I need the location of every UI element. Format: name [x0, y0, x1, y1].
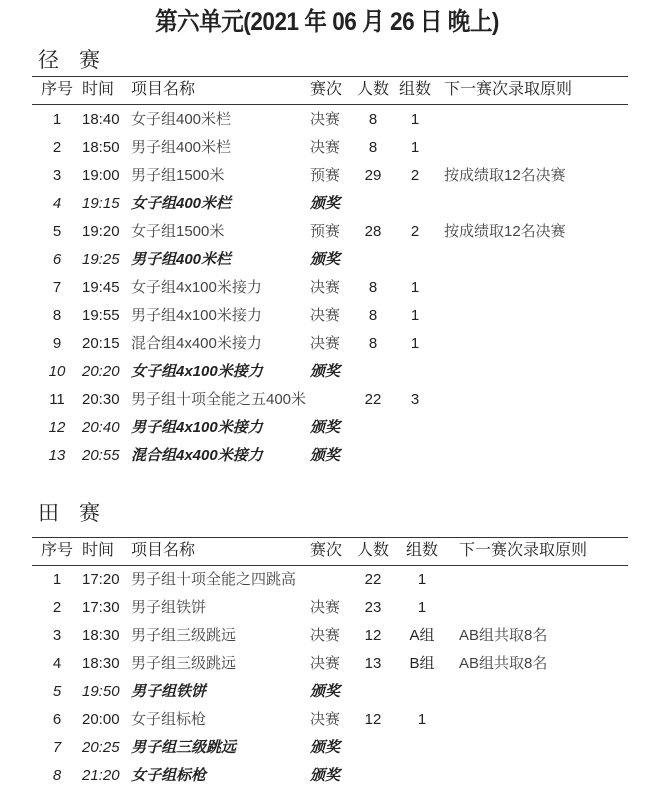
time-cell: 18:40 — [82, 111, 120, 128]
round-cell: 颁奖 — [310, 251, 341, 268]
table-row — [0, 134, 654, 162]
seq-cell: 3 — [52, 167, 62, 184]
table-row — [0, 678, 654, 706]
time-cell: 19:15 — [82, 195, 120, 212]
event-name-cell: 女子组标枪 — [131, 767, 207, 784]
group-count-cell: 1 — [410, 139, 420, 156]
round-cell: 决赛 — [310, 307, 341, 324]
round-cell: 决赛 — [310, 111, 341, 128]
time-cell: 20:20 — [82, 363, 120, 380]
group-count-cell: 1 — [417, 571, 427, 588]
round-cell: 预赛 — [310, 223, 341, 240]
table-row — [0, 762, 654, 790]
time-cell: 18:30 — [82, 655, 120, 672]
table-row — [0, 734, 654, 762]
column-header-seq: 序号 — [40, 81, 73, 98]
round-cell: 颁奖 — [310, 447, 341, 464]
round-cell: 颁奖 — [310, 683, 341, 700]
column-header-people-count: 人数 — [356, 542, 389, 559]
group-count-cell: 1 — [410, 335, 420, 352]
column-header-event-name: 项目名称 — [131, 542, 196, 559]
event-name-cell: 男子组400米栏 — [131, 139, 232, 156]
table-row — [0, 302, 654, 330]
time-cell: 19:00 — [82, 167, 120, 184]
column-header-time: 时间 — [82, 81, 115, 98]
column-header-time: 时间 — [82, 542, 115, 559]
seq-cell: 6 — [52, 711, 62, 728]
table-row — [0, 414, 654, 442]
table-row — [0, 274, 654, 302]
event-name-cell: 男子组三级跳远 — [131, 739, 237, 756]
round-cell: 决赛 — [310, 335, 341, 352]
time-cell: 20:00 — [82, 711, 120, 728]
event-name-cell: 混合组4x400米接力 — [131, 335, 262, 352]
event-name-cell: 男子组1500米 — [131, 167, 225, 184]
seq-cell: 9 — [52, 335, 62, 352]
table-row — [0, 246, 654, 274]
divider — [32, 104, 628, 105]
time-cell: 19:20 — [82, 223, 120, 240]
event-name-cell: 女子组1500米 — [131, 223, 225, 240]
event-name-cell: 女子组4x100米接力 — [131, 363, 263, 380]
people-count-cell: 22 — [364, 391, 382, 408]
time-cell: 17:30 — [82, 599, 120, 616]
column-header-people-count: 人数 — [356, 81, 389, 98]
time-cell: 20:15 — [82, 335, 120, 352]
people-count-cell: 22 — [364, 571, 382, 588]
round-cell: 预赛 — [310, 167, 341, 184]
time-cell: 20:40 — [82, 419, 120, 436]
time-cell: 19:55 — [82, 307, 120, 324]
table-row — [0, 358, 654, 386]
event-name-cell: 男子组十项全能之四跳高 — [131, 571, 297, 588]
time-cell: 20:30 — [82, 391, 120, 408]
event-name-cell: 男子组铁饼 — [131, 683, 207, 700]
column-header-event-name: 项目名称 — [131, 81, 196, 98]
seq-cell: 1 — [52, 111, 62, 128]
time-cell: 21:20 — [82, 767, 120, 784]
table-header — [0, 76, 654, 104]
people-count-cell: 8 — [368, 307, 378, 324]
time-cell: 20:25 — [82, 739, 120, 756]
round-cell: 决赛 — [310, 279, 341, 296]
round-cell: 决赛 — [310, 627, 341, 644]
time-cell: 20:55 — [82, 447, 120, 464]
table-row — [0, 190, 654, 218]
group-count-cell: B组 — [409, 655, 435, 672]
event-name-cell: 女子组标枪 — [131, 711, 207, 728]
round-cell: 决赛 — [310, 655, 341, 672]
table-row — [0, 386, 654, 414]
round-cell: 颁奖 — [310, 419, 341, 436]
advance-rule-cell: 按成绩取12名决赛 — [444, 223, 566, 240]
group-count-cell: 3 — [410, 391, 420, 408]
time-cell: 18:30 — [82, 627, 120, 644]
advance-rule-cell: 按成绩取12名决赛 — [444, 167, 566, 184]
seq-cell: 3 — [52, 627, 62, 644]
round-cell: 颁奖 — [310, 767, 341, 784]
people-count-cell: 8 — [368, 279, 378, 296]
page-title: 第六单元(2021 年 06 月 26 日 晚上) — [155, 8, 499, 36]
time-cell: 19:25 — [82, 251, 120, 268]
event-name-cell: 男子组三级跳远 — [131, 627, 237, 644]
table-row — [0, 706, 654, 734]
people-count-cell: 13 — [364, 655, 382, 672]
time-cell: 18:50 — [82, 139, 120, 156]
seq-cell: 7 — [52, 739, 62, 756]
seq-cell: 4 — [52, 195, 62, 212]
people-count-cell: 8 — [368, 335, 378, 352]
people-count-cell: 8 — [368, 111, 378, 128]
event-name-cell: 女子组400米栏 — [131, 111, 232, 128]
round-cell: 决赛 — [310, 711, 341, 728]
column-header-group-count: 组数 — [405, 542, 438, 559]
table-row — [0, 330, 654, 358]
group-count-cell: 1 — [410, 111, 420, 128]
group-count-cell: 1 — [417, 599, 427, 616]
seq-cell: 6 — [52, 251, 62, 268]
table-row — [0, 162, 654, 190]
seq-cell: 11 — [49, 391, 65, 408]
group-count-cell: 1 — [410, 307, 420, 324]
event-name-cell: 男子组4x100米接力 — [131, 307, 262, 324]
seq-cell: 10 — [48, 363, 66, 380]
event-name-cell: 女子组4x100米接力 — [131, 279, 262, 296]
event-name-cell: 男子组十项全能之五400米 — [131, 391, 307, 408]
event-name-cell: 男子组4x100米接力 — [131, 419, 263, 436]
seq-cell: 13 — [48, 447, 66, 464]
group-count-cell: A组 — [409, 627, 435, 644]
people-count-cell: 29 — [364, 167, 382, 184]
seq-cell: 1 — [52, 571, 62, 588]
people-count-cell: 12 — [364, 627, 382, 644]
track-section-heading: 径赛 — [38, 49, 120, 72]
group-count-cell: 1 — [410, 279, 420, 296]
column-header-advance-rule: 下一赛次录取原则 — [459, 542, 588, 559]
table-row — [0, 566, 654, 594]
advance-rule-cell: AB组共取8名 — [459, 627, 548, 644]
event-name-cell: 男子组400米栏 — [131, 251, 232, 268]
seq-cell: 12 — [48, 419, 66, 436]
seq-cell: 4 — [52, 655, 62, 672]
column-header-seq: 序号 — [40, 542, 73, 559]
table-row — [0, 106, 654, 134]
people-count-cell: 12 — [364, 711, 382, 728]
event-name-cell: 女子组400米栏 — [131, 195, 232, 212]
seq-cell: 2 — [52, 599, 62, 616]
column-header-round: 赛次 — [310, 542, 343, 559]
group-count-cell: 2 — [410, 223, 420, 240]
event-name-cell: 男子组三级跳远 — [131, 655, 237, 672]
round-cell: 决赛 — [310, 599, 341, 616]
round-cell: 颁奖 — [310, 195, 341, 212]
advance-rule-cell: AB组共取8名 — [459, 655, 548, 672]
people-count-cell: 23 — [364, 599, 382, 616]
seq-cell: 2 — [52, 139, 62, 156]
field-section-heading: 田赛 — [38, 502, 120, 525]
people-count-cell: 8 — [368, 139, 378, 156]
table-header — [0, 537, 654, 565]
time-cell: 17:20 — [82, 571, 120, 588]
column-header-advance-rule: 下一赛次录取原则 — [444, 81, 573, 98]
group-count-cell: 2 — [410, 167, 420, 184]
event-name-cell: 男子组铁饼 — [131, 599, 207, 616]
seq-cell: 7 — [52, 279, 62, 296]
time-cell: 19:50 — [82, 683, 120, 700]
column-header-group-count: 组数 — [398, 81, 431, 98]
table-row — [0, 650, 654, 678]
table-row — [0, 218, 654, 246]
time-cell: 19:45 — [82, 279, 120, 296]
people-count-cell: 28 — [364, 223, 382, 240]
seq-cell: 5 — [52, 683, 62, 700]
seq-cell: 5 — [52, 223, 62, 240]
group-count-cell: 1 — [417, 711, 427, 728]
table-row — [0, 442, 654, 470]
round-cell: 决赛 — [310, 139, 341, 156]
round-cell: 颁奖 — [310, 739, 341, 756]
round-cell: 颁奖 — [310, 363, 341, 380]
table-row — [0, 622, 654, 650]
seq-cell: 8 — [52, 767, 62, 784]
seq-cell: 8 — [52, 307, 62, 324]
event-name-cell: 混合组4x400米接力 — [131, 447, 263, 464]
column-header-round: 赛次 — [310, 81, 343, 98]
table-row — [0, 594, 654, 622]
